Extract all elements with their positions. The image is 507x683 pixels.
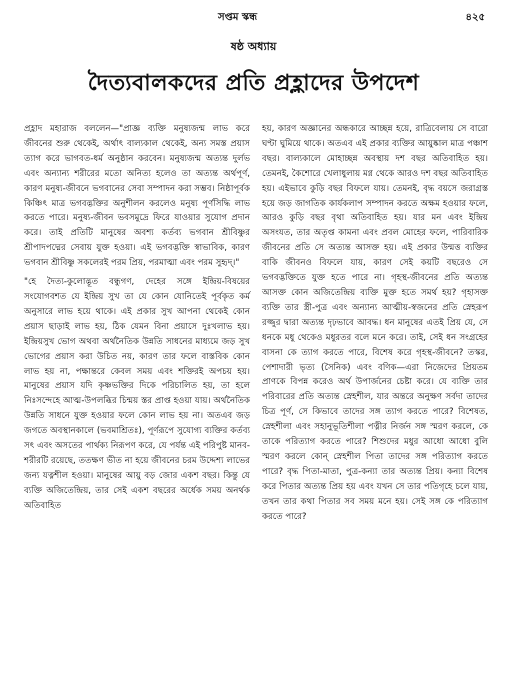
left-column xyxy=(24,122,250,514)
running-head xyxy=(0,10,507,28)
page-title: দৈত্যবালকদের প্রতি প্রহ্লাদের উপদেশ xyxy=(87,71,420,96)
chapter-heading: ষষ্ঠ অধ্যায় xyxy=(230,40,277,53)
body-paragraph: হয়, কারণ অজ্ঞানের অন্ধকারে আচ্ছন্ন হয়ে, রাত্রিবেলায় সে বারো ঘণ্টা ঘুমিয়ে থাকে। অতএব এই প্রকার ব্যক্তির আয়ুষ্কাল মাত্র পঞ্চাশ বছর। বাল্যকালে মোহাচ্ছন্ন অবস্থায় দশ বছর অতিবাহিত হয়। তেমনই, কৈশোরে খেলাধুলায় মগ্ন থেকে আরও দশ বছর অতিবাহিত হয়। এইভাবে কুড়ি বছর বিফলে যায়। তেমনই, বৃদ্ধ বয়সে জরাগ্রস্ত হয়ে জড় জাগতিক কার্যকলাপ সম্পাদন করতে অক্ষম হওয়ার ফলে, আরও কুড়ি বছর বৃথা অতিবাহিত হয়। যার মন এবং ইন্দ্রিয় অসংযত, তার অতৃপ্ত কামনা এবং প্রবল মোহের ফলে, পারিবারিক জীবনের প্রতি সে অত্যন্ত আসক্ত হয়। এই প্রকার উন্মত্ত ব্যক্তির বাকি জীবনও বিফলে যায়, কারণ সেই কয়টি বছরেও সে ভগবদ্ভক্তিতে যুক্ত হতে পারে না। গৃহস্থ-জীবনের প্রতি অত্যন্ত আসক্ত কোন অজিতেন্দ্রিয় ব্যক্তি মুক্ত হতে সমর্থ হয়? গৃহাসক্ত ব্যক্তি তার স্ত্রী-পুত্র এবং অন্যান্য আত্মীয়-স্বজনের প্রতি স্নেহরূপ রজ্জুর দ্বারা অত্যন্ত দৃঢ়ভাবে আবদ্ধ। ধন মানুষের এতই প্রিয় যে, সে ধনকে মধু থেকেও মধুরতর বলে মনে করে। তাই, সেই ধন সংগ্রহের বাসনা কে ত্যাগ করতে পারে, বিশেষ করে গৃহস্থ-জীবনে? তস্কর, পেশাদারী ভৃত্য (সৈনিক) এবং বণিক—এরা নিজেদের প্রিয়তম প্রাণকে বিপন্ন করেও অর্থ উপার্জনের চেষ্টা করে। যে ব্যক্তি তার পরিবারের প্রতি অত্যন্ত স্নেহশীল, যার অন্তরে অনুক্ষণ সর্বদা তাদের চিত্র পূর্ণ, সে কিভাবে তাদের সঙ্গ ত্যাগ করতে পারে? বিশেষত, স্নেহশীলা এবং সহানুভূতিশীলা পত্নীর নির্জন সঙ্গ স্মরণ করলে, কে তাকে পরিত্যাগ করতে পারে? শিশুদের মধুর আধো আধো বুলি স্মরণ করলে কোন্ স্নেহশীল পিতা তাদের সঙ্গ পরিত্যাগ করতে পারে? বৃদ্ধ পিতা-মাতা, পুত্র-কন্যা তার অত্যন্ত প্রিয়। কন্যা বিশেষ করে পিতার অত্যন্ত প্রিয় হয় এবং যখন সে তার পতিগৃহে চলে যায়, তখন তার কথা পিতার সব সময় মনে হয়। সেই সঙ্গ কে পরিত্যাগ করতে পারে? xyxy=(262,124,488,522)
body-paragraph: প্রহ্লাদ মহারাজ বললেন—"প্রাজ্ঞ ব্যক্তি মনুষ্যজন্ম লাভ করে জীবনের শুরু থেকেই, অর্থাৎ বাল্যকাল থেকেই, অন্য সমস্ত প্রয়াস ত্যাগ করে ভাগবত-ধর্ম অনুষ্ঠান করবেন। মনুষ্যজন্ম অত্যন্ত দুর্লভ এবং অন্যান্য শরীরের মতো অনিত্য হলেও তা অত্যন্ত অর্থপূর্ণ, কারণ মনুষ্য-জীবনে ভগবানের সেবা সম্পাদন করা সম্ভব। নিষ্ঠাপূর্বক কিঞ্চিৎ মাত্র ভগবদ্ভক্তির অনুশীলন করলেও মনুষ্য পূর্ণসিদ্ধি লাভ করতে পারে। মনুষ্য-জীবন ভবসমুদ্রে ফিরে যাওয়ার সুযোগ প্রদান করে। তাই প্রতিটি মানুষের অবশ্য কর্তব্য ভগবান শ্রীবিষ্ণুর শ্রীপাদপদ্মের সেবায় যুক্ত হওয়া। এই ভগবদ্ভক্তি স্বাভাবিক, কারণ ভগবান শ্রীবিষ্ণু সকলেরই পরম প্রিয়, পরমাত্মা এবং পরম সুহৃদ্।" xyxy=(24,124,250,269)
body-paragraph: "হে দৈত্য-কুলোদ্ভূত বন্ধুগণ, দেহের সঙ্গে ইন্দ্রিয়-বিষয়ের সংযোগবশত যে ইন্দ্রিয় সুখ তা যে কোন যোনিতেই পূর্বকৃত কর্ম অনুসারে লাভ হয়ে থাকে। এই প্রকার সুখ আপনা থেকেই কোন প্রয়াস ছাড়াই লাভ হয়, ঠিক যেমন বিনা প্রয়াসে দুঃখলাভ হয়। ইন্দ্রিয়সুখ ভোগ অথবা অর্থনৈতিক উন্নতি সাধনের মাধ্যমে জড় সুখ ভোগের প্রয়াস করা উচিত নয়, কারণ তার ফলে বাস্তবিক কোন লাভ হয় না, পক্ষান্তরে কেবল সময় এবং শক্তিরই অপচয় হয়। মানুষের প্রয়াস যদি কৃষ্ণভক্তির দিকে পরিচালিত হয়, তা হলে নিঃসন্দেহে আত্ম-উপলব্ধির চিন্ময় স্তর প্রাপ্ত হওয়া যায়। অর্থনৈতিক উন্নতি সাধনে যুক্ত হওয়ার ফলে কোন লাভ হয় না। অতএব জড় জগতে অবস্থানকালে (ভবমাশ্রিতঃ), পূর্ণরূপে সুযোগ্য ব্যক্তির কর্তব্য সৎ এবং অসতের পার্থক্য নিরূপণ করে, যে পর্যন্ত এই পরিপুষ্ট মানব-শরীরটি রয়েছে, ততক্ষণ ভীত না হয়ে জীবনের চরম উদ্দেশ্য লাভের জন্য যত্নশীল হওয়া। মানুষের আয়ু বড় জোর একশ বছর। কিন্তু যে ব্যক্তি অজিতেন্দ্রিয়, তার সেই একশ বছরের অর্ধেক সময় অনর্থক অতিবাহিত xyxy=(24,277,250,511)
right-column xyxy=(262,122,488,524)
running-title: সপ্তম স্কন্ধ xyxy=(218,12,257,23)
page-number: ৪২৫ xyxy=(465,12,485,23)
